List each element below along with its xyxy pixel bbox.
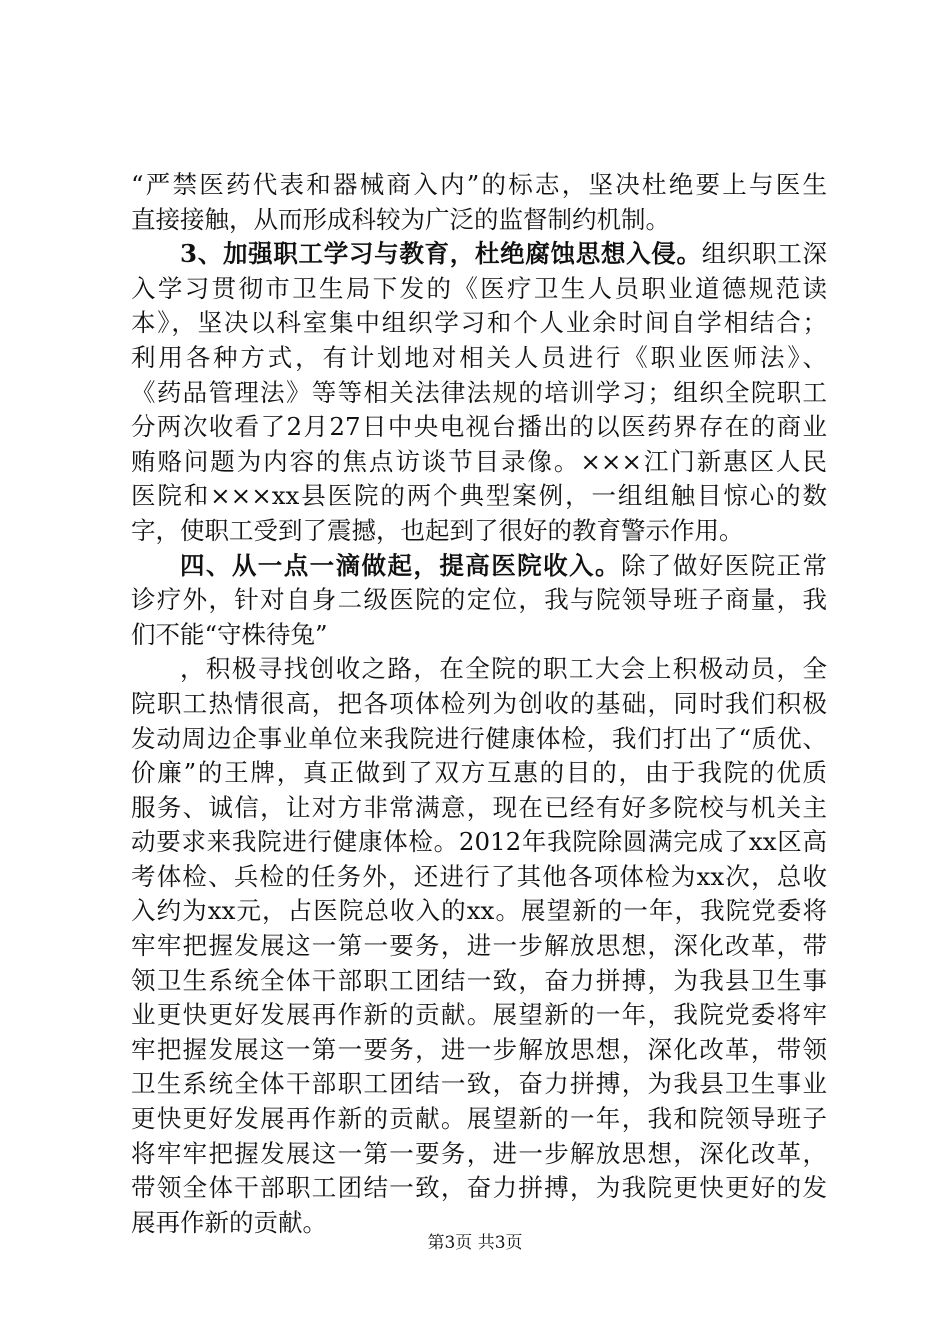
text-line: 考体检、兵检的任务外，还进行了其他各项体检为xx次，总收: [131, 861, 827, 891]
text-line: 卫生系统全体干部职工团结一致，奋力拼搏，为我县卫生事业: [131, 1069, 827, 1099]
text-span: 组织职工深: [701, 239, 828, 269]
text-line: [131, 237, 827, 272]
text-line: “严禁医药代表和器械商入内”的标志，坚决杜绝要上与医生: [131, 170, 827, 199]
document-body: [131, 168, 827, 1240]
text-line: 《药品管理法》等等相关法律法规的培训学习；组织全院职工: [131, 377, 827, 407]
section-heading: 四、从一点一滴做起，提高医院收入。: [180, 550, 621, 580]
text-line: 服务、诚信，让对方非常满意，现在已经有好多院校与机关主: [131, 792, 827, 822]
text-span: 除了做好医院正常: [620, 550, 827, 580]
text-line: [131, 549, 827, 584]
text-line: 展再作新的贡献。: [131, 1207, 327, 1237]
text-line: 将牢牢把握发展这一第一要务，进一步解放思想，深化改革，: [131, 1138, 827, 1168]
text-line: 发动周边企事业单位来我院进行健康体检，我们打出了“质优、: [131, 723, 827, 753]
text-line: 贿赂问题为内容的焦点访谈节目录像。×××江门新惠区人民: [131, 446, 827, 476]
text-line: 带领全体干部职工团结一致，奋力拼搏，为我院更快更好的发: [131, 1173, 827, 1203]
text-line: 牢把握发展这一第一要务，进一步解放思想，深化改革，带领: [131, 1034, 827, 1064]
text-line: 动要求来我院进行健康体检。2012年我院除圆满完成了xx区高: [131, 827, 827, 857]
text-line: 更快更好发展再作新的贡献。展望新的一年，我和院领导班子: [131, 1104, 827, 1134]
text-line: 业更快更好发展再作新的贡献。展望新的一年，我院党委将牢: [131, 1000, 827, 1030]
text-line: 本》，坚决以科室集中组织学习和个人业余时间自学相结合；: [131, 308, 827, 338]
text-line: 入学习贯彻市卫生局下发的《医疗卫生人员职业道德规范读: [131, 273, 827, 303]
text-line: 诊疗外，针对自身二级医院的定位，我与院领导班子商量，我: [131, 585, 827, 615]
section-heading: 3、加强职工学习与教育，杜绝腐蚀思想入侵。: [180, 239, 702, 269]
text-line: 医院和×××xx县医院的两个典型案例，一组组触目惊心的数: [131, 481, 827, 511]
text-line: 价廉”的王牌，真正做到了双方互惠的目的，由于我院的优质: [131, 758, 827, 788]
text-line: 牢牢把握发展这一第一要务，进一步解放思想，深化改革，带: [131, 931, 827, 961]
text-line: 院职工热情很高，把各项体检列为创收的基础，同时我们积极: [131, 688, 827, 718]
text-line: 们不能“守株待兔”: [131, 619, 328, 649]
page-number-footer: 第3页 共3页: [427, 1233, 523, 1253]
text-line: 直接接触，从而形成科较为广泛的监督制约机制。: [131, 204, 670, 234]
text-line: 入约为xx元，占医院总收入的xx。展望新的一年，我院党委将: [131, 896, 827, 926]
text-line: 分两次收看了2月27日中央电视台播出的以医药界存在的商业: [131, 412, 827, 442]
text-line: 领卫生系统全体干部职工团结一致，奋力拼搏，为我县卫生事: [131, 965, 827, 995]
text-line: ，积极寻找创收之路，在全院的职工大会上积极动员，全: [180, 654, 827, 684]
text-line: 字，使职工受到了震撼，也起到了很好的教育警示作用。: [131, 515, 744, 545]
text-line: 利用各种方式，有计划地对相关人员进行《职业医师法》、: [131, 342, 827, 372]
